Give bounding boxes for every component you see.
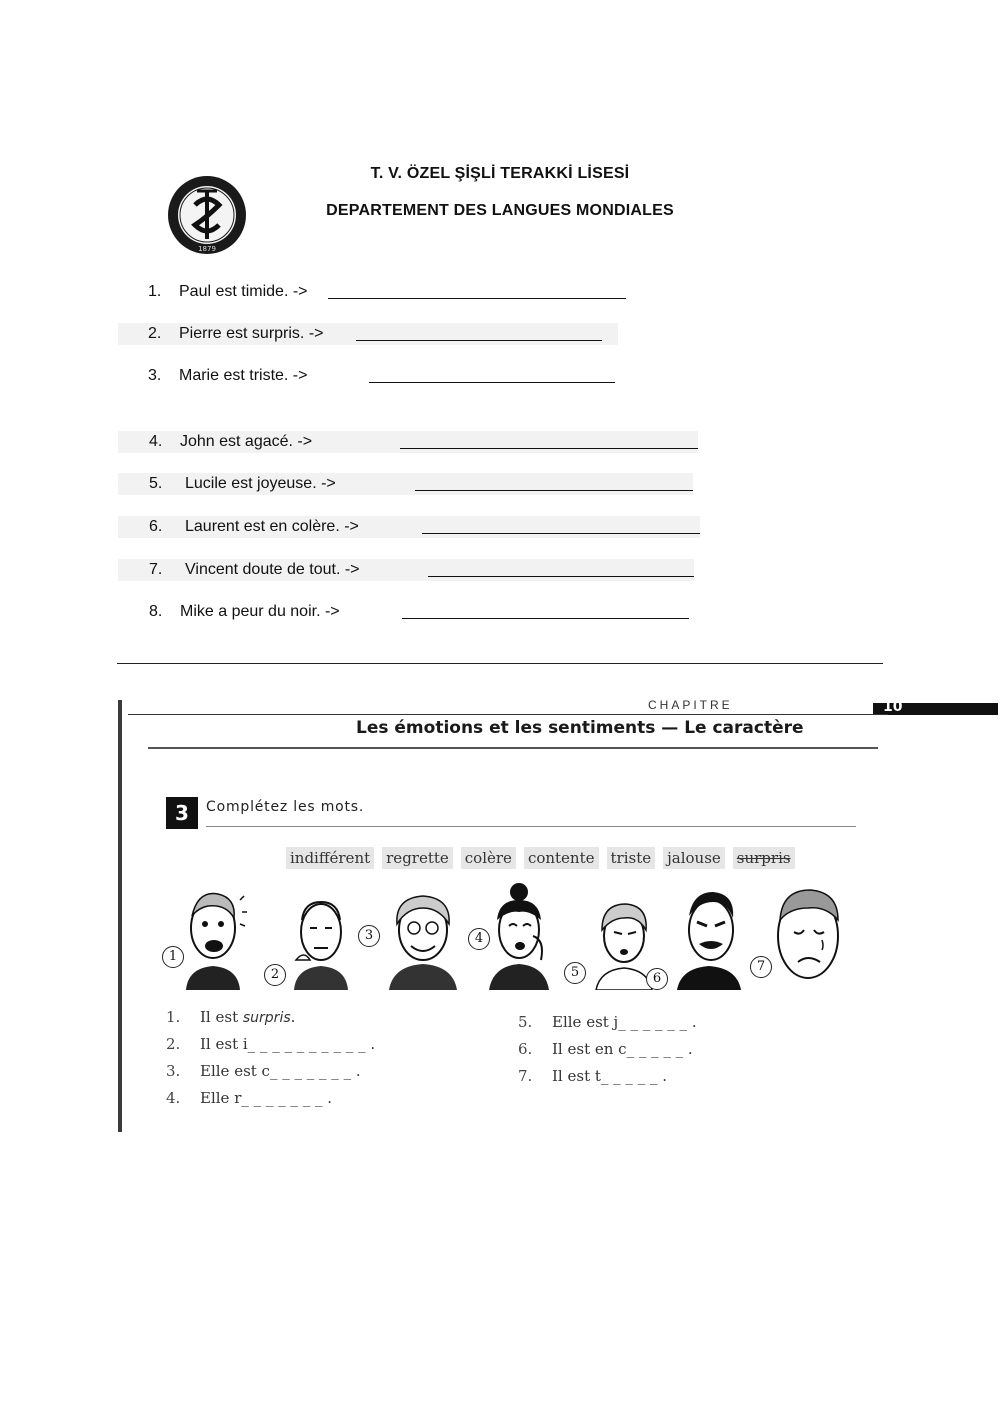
answer-number: 5. [518, 1013, 533, 1031]
answer-blank[interactable] [422, 533, 700, 534]
regretful-woman-icon [483, 880, 555, 990]
answer-number: 1. [166, 1008, 181, 1026]
answer-blank[interactable] [356, 340, 602, 341]
face-number: 1 [162, 946, 184, 968]
school-name: T. V. ÖZEL ŞİŞLİ TERAKKİ LİSESİ [370, 165, 630, 182]
answer-blank[interactable] [402, 618, 689, 619]
word-bank-item: colère [461, 847, 516, 869]
question-number: 6. [149, 518, 163, 535]
heading-rule [148, 747, 878, 749]
question-number: 3. [148, 367, 162, 384]
question-number: 4. [149, 433, 163, 450]
department-name: DEPARTEMENT DES LANGUES MONDIALES [326, 202, 674, 219]
chapter-number-bar [873, 699, 998, 715]
question-text: John est agacé. -> [180, 433, 313, 450]
face-number: 3 [358, 925, 380, 947]
answer-number: 2. [166, 1035, 181, 1053]
answer-line [518, 1040, 693, 1058]
answer-number: 7. [518, 1067, 533, 1085]
faces-illustration [158, 880, 858, 1005]
answer-text[interactable]: Il est i_ _ _ _ _ _ _ _ _ _ . [200, 1035, 376, 1053]
question-text: Paul est timide. -> [179, 283, 308, 300]
answer-line [166, 1089, 332, 1107]
textbook-excerpt [118, 698, 903, 1140]
exercise-number: 3 [166, 797, 198, 829]
answer-line [166, 1035, 375, 1053]
word-bank-item: triste [607, 847, 656, 869]
question-text: Lucile est joyeuse. -> [185, 475, 336, 492]
surprised-man-icon [178, 880, 248, 990]
answer-number: 6. [518, 1040, 533, 1058]
answer-line [166, 1062, 361, 1080]
word-bank-item: indifférent [286, 847, 374, 869]
sad-man-icon [768, 880, 848, 995]
answer-text[interactable]: Elle r_ _ _ _ _ _ _ . [200, 1089, 333, 1107]
answer-text[interactable]: Il est en c_ _ _ _ _ . [552, 1040, 693, 1058]
answer-blank[interactable] [328, 298, 626, 299]
answer-example: surpris [242, 1010, 291, 1026]
section-divider [117, 663, 883, 664]
answer-number: 3. [166, 1062, 181, 1080]
exercise-rule [206, 826, 856, 827]
question-text: Vincent doute de tout. -> [185, 561, 360, 578]
exercise-instruction: Complétez les mots. [206, 799, 365, 815]
answer-line [518, 1013, 697, 1031]
question-text: Mike a peur du noir. -> [180, 603, 340, 620]
answer-blank[interactable] [369, 382, 615, 383]
scan-edge [118, 700, 122, 1132]
question-number: 1. [148, 283, 162, 300]
word-bank [286, 847, 803, 869]
answer-blank[interactable] [415, 490, 693, 491]
question-text: Laurent est en colère. -> [185, 518, 359, 535]
face-number: 6 [646, 968, 668, 990]
answer-prefix: Il est [200, 1008, 243, 1026]
content-woman-icon [383, 880, 463, 990]
face-number: 2 [264, 964, 286, 986]
word-bank-item: regrette [382, 847, 453, 869]
answer-line [166, 1008, 295, 1026]
word-bank-item: contente [524, 847, 599, 869]
answer-line [518, 1067, 667, 1085]
answer-number: 4. [166, 1089, 181, 1107]
school-seal-icon [167, 175, 247, 255]
face-number: 4 [468, 928, 490, 950]
answer-text[interactable]: Elle est c_ _ _ _ _ _ _ . [200, 1062, 361, 1080]
chapter-number: 10 [883, 699, 903, 715]
word-bank-item-struck: surpris [733, 847, 795, 869]
question-number: 5. [149, 475, 163, 492]
angry-man-icon [673, 880, 745, 990]
answer-blank[interactable] [428, 576, 694, 577]
question-number: 7. [149, 561, 163, 578]
face-number: 5 [564, 962, 586, 984]
answer-text[interactable]: Elle est j_ _ _ _ _ _ . [552, 1013, 697, 1031]
answer-suffix: . [290, 1008, 296, 1026]
answer-blank[interactable] [400, 448, 698, 449]
question-number: 2. [148, 325, 162, 342]
school-logo [167, 175, 247, 255]
question-text: Marie est triste. -> [179, 367, 308, 384]
indifferent-man-icon [286, 880, 356, 990]
book-heading: Les émotions et les sentiments — Le caractère [356, 718, 804, 738]
word-bank-item: jalouse [663, 847, 725, 869]
chapter-label: CHAPITRE [648, 698, 733, 712]
answer-text[interactable]: Il est t_ _ _ _ _ . [552, 1067, 667, 1085]
question-number: 8. [149, 603, 163, 620]
chapter-rule [128, 714, 888, 715]
question-text: Pierre est surpris. -> [179, 325, 324, 342]
face-number: 7 [750, 956, 772, 978]
logo-year: 1879 [198, 245, 216, 253]
